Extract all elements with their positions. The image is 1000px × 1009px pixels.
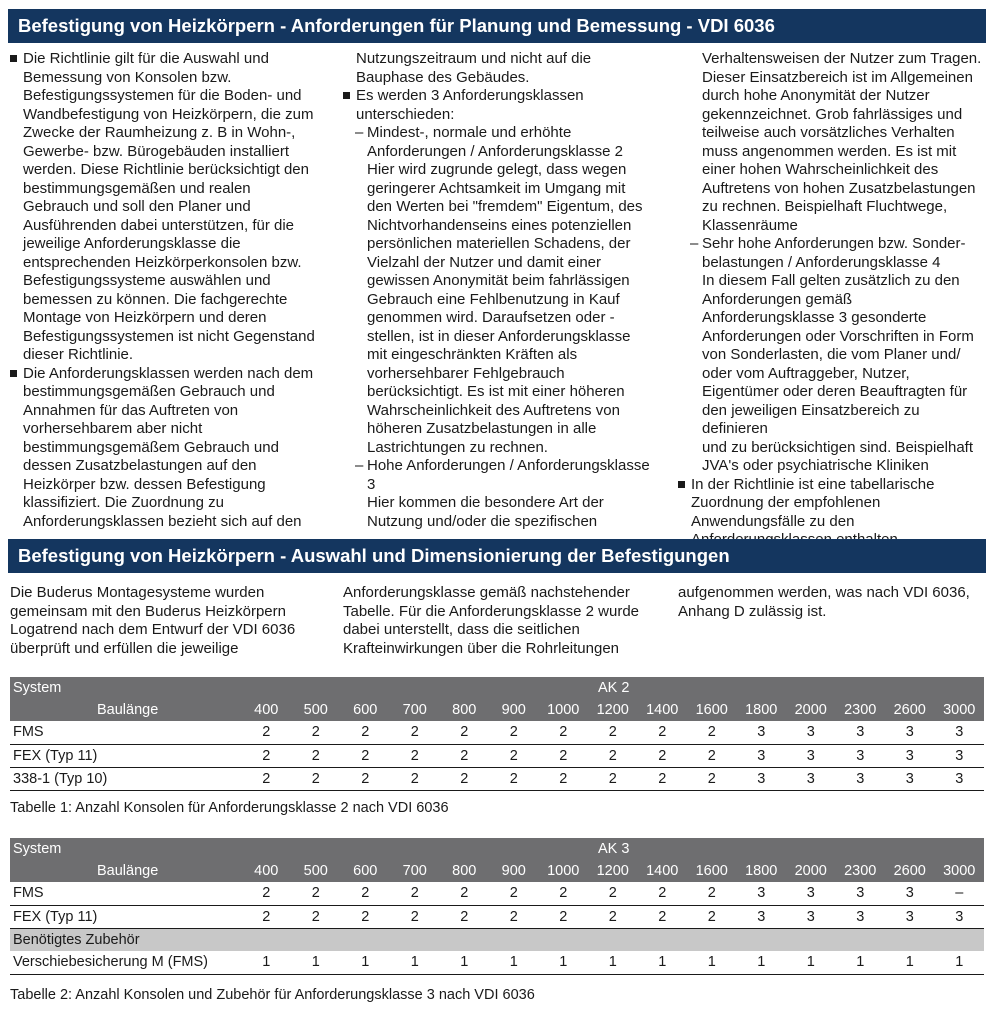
table-cell: 3 [935,744,985,767]
table-cell: 1 [836,951,886,974]
header-spacer [341,838,391,860]
text-line: Anforderungsklasse 3 gesonderte [702,309,927,326]
row-label: FEX (Typ 11) [10,905,242,928]
header-spacer [390,838,440,860]
text-line: bestimmungsgemäßem Gebrauch und [23,438,279,456]
text-line: stellen, ist in dieser Anforderungsklasse [367,327,631,345]
text-line: den Werten bei "fremdem" Eigentum, des [367,198,643,215]
header-spacer [539,838,589,860]
text-line: – Sehr hohe Anforderungen bzw. Sonder- [678,235,988,254]
table-cell: 3 [737,744,787,767]
text-line: Anwendungsfälle zu den [691,512,855,530]
text-line: aufgenommen werden, was nach VDI 6036, [678,584,970,601]
text-line: Klassenräume [702,216,798,234]
header-spacer [291,838,341,860]
section-title-requirements: Befestigung von Heizkörpern - Anforderungen für Planung und Bemessung - VDI 6036 [8,9,986,43]
length-value: 700 [390,699,440,721]
table-cell: 2 [291,905,341,928]
table-cell: 3 [786,905,836,928]
table-cell: 3 [935,905,985,928]
table-cell: 2 [588,882,638,905]
table-cell: 2 [390,721,440,744]
table-cell: 3 [786,744,836,767]
length-value: 2000 [786,860,836,882]
text-column-1 [10,50,320,531]
system-header: System [10,838,242,860]
table-row [10,905,984,928]
text-line: Anforderungen oder Vorschriften in Form [702,327,974,345]
text-line: dieser Richtlinie. [23,346,134,363]
table-cell: 2 [687,882,737,905]
table-cell: 2 [539,767,589,790]
text-line: Logatrend nach dem Entwurf der VDI 6036 [10,621,296,638]
table-header-row [10,677,984,699]
text-line: gewissen Anonymität beim fahrlässigen [367,272,630,289]
text-line: zu rechnen. Beispielhaft Fluchtwege, [702,198,948,215]
table-cell: 3 [885,905,935,928]
text-line: Befestigungssystemen für die Boden- und [23,87,302,104]
text-line: Auftretens von hohen Zusatzbelastungen [702,179,976,197]
table-cell: 2 [341,882,391,905]
text-line: bemessen zu können. Die fachgerechte [23,290,288,308]
length-value: 800 [440,699,490,721]
text-line: Krafteinwirkungen über die Rohrleitungen [343,639,620,657]
text-line: werden. Diese Richtlinie berücksichtigt den [23,161,309,178]
table-cell: 1 [489,951,539,974]
table-cell: 2 [539,744,589,767]
length-value: 2300 [836,860,886,882]
table-cell: 2 [489,905,539,928]
table-cell: 2 [440,721,490,744]
text-line: Anforderungsklasse gemäß nachstehender [343,584,630,601]
text-line: teilweise auch vorsätzliches Verhalten [702,124,955,141]
table-cell: 2 [242,767,292,790]
table-cell: 2 [539,905,589,928]
text-line: oder vom Auftraggeber, Nutzer, [702,364,910,382]
text-line: muss angenommen werden. Es ist mit [702,142,957,160]
table-cell: 2 [588,721,638,744]
table-cell: 2 [291,721,341,744]
header-spacer [242,838,292,860]
text-line: Zwecke der Raumheizung z. B in Wohn-, [23,124,296,141]
table-row [10,882,984,905]
text-line: Lastrichtungen zu rechnen. [367,438,548,456]
text-line: Die Richtlinie gilt für die Auswahl und [10,50,320,69]
table-cell: 3 [935,721,985,744]
table-cell: 2 [638,721,688,744]
text-line: – Mindest-, normale und erhöhte [343,124,663,143]
text-line: geringerer Achtsamkeit im Umgang mit [367,179,626,197]
length-value: 1600 [687,699,737,721]
row-label: FEX (Typ 11) [10,744,242,767]
text-line: und zu berücksichtigen sind. Beispielhaft [702,438,973,456]
table-cell: 2 [489,721,539,744]
text-line: Hier wird zugrunde gelegt, dass wegen [367,161,627,178]
row-label: 338-1 (Typ 10) [10,767,242,790]
text-line: bestimmungsgemäßen und realen [23,179,251,197]
table-cell: 2 [291,767,341,790]
table-cell: 2 [291,744,341,767]
text-line: genommen wird. Daraufsetzen oder - [367,309,615,326]
length-value: 500 [291,699,341,721]
header-spacer [539,677,589,699]
table-cell: 2 [687,744,737,767]
table-cell: 1 [638,951,688,974]
header-spacer [390,677,440,699]
table-cell: 2 [638,905,688,928]
length-value: 1800 [737,699,787,721]
length-value: 400 [242,699,292,721]
table-cell: 1 [588,951,638,974]
table-cell: 2 [489,882,539,905]
table-cell: 2 [588,744,638,767]
text-line: vorhersehbarer Fehlgebrauch [367,364,565,382]
length-value: 1600 [687,860,737,882]
length-value: 900 [489,699,539,721]
table-cell: 2 [242,721,292,744]
text-line: Anforderungen gemäß [702,290,853,308]
header-spacer [440,838,490,860]
table-cell: 2 [390,905,440,928]
header-spacer [341,677,391,699]
table-cell: 1 [440,951,490,974]
table-cell: 2 [638,744,688,767]
table-cell: 3 [885,721,935,744]
row-label: Verschiebesicherung M (FMS) [10,951,242,974]
table-cell: 2 [242,882,292,905]
length-value: 3000 [935,860,985,882]
text-line: Dieser Einsatzbereich ist im Allgemeinen [702,68,973,86]
table-row [10,721,984,744]
text-line: vorhersehbarem aber nicht [23,420,203,437]
length-value: 1000 [539,699,589,721]
table-cell: 2 [687,721,737,744]
text-line: Bauphase des Gebäudes. [356,68,530,86]
table-cell: 2 [440,905,490,928]
accessory-header-row [10,928,984,951]
table-cell: 2 [390,767,440,790]
text-line: Gebrauch eine Fehlbenutzung in Kauf [367,290,620,308]
table-cell: 1 [539,951,589,974]
table-cell: 3 [737,905,787,928]
text-line: höheren Zusatzbelastungen in alle [367,420,597,437]
length-value: 1400 [638,699,688,721]
length-value: 1200 [588,860,638,882]
length-value: 1800 [737,860,787,882]
table-cell: 3 [737,721,787,744]
table-row [10,951,984,974]
text-line: Eigentümer oder deren Beauftragten für [702,383,968,400]
length-value: 800 [440,860,490,882]
table-cell: 2 [390,744,440,767]
intro-column-2 [343,584,663,658]
length-value: 500 [291,860,341,882]
table-cell: 3 [786,767,836,790]
text-line: belastungen / Anforderungsklasse 4 [702,253,941,271]
table-cell: 3 [885,744,935,767]
text-line: Nutzung und/oder die spezifischen [367,512,598,530]
table-cell: 2 [242,905,292,928]
length-value: 2000 [786,699,836,721]
text-line: von Sonderlasten, die vom Planer und/ [702,346,961,363]
table-cell: 2 [687,767,737,790]
text-line: Nutzungszeitraum und nicht auf die [356,50,592,67]
table-cell: 2 [638,882,688,905]
table-ak3 [10,838,984,975]
table-cell: 2 [440,767,490,790]
intro-column-3 [678,584,988,621]
text-line: gemeinsam mit den Buderus Heizkörpern [10,602,286,620]
table-cell: 3 [786,882,836,905]
header-spacer [489,838,539,860]
table-cell: 2 [440,882,490,905]
table-cell: 3 [737,767,787,790]
length-value: 2600 [885,860,935,882]
table-cell: 1 [786,951,836,974]
length-value: 400 [242,860,292,882]
length-value: 900 [489,860,539,882]
table-row [10,744,984,767]
table-cell: 2 [687,905,737,928]
table-cell: 3 [836,905,886,928]
text-line: Wandbefestigung von Heizkörpern, die zum [23,105,314,123]
text-line: Gewerbe- bzw. Bürogebäuden installiert [23,142,289,160]
table-cell: 2 [341,905,391,928]
text-line: Anhang D zulässig ist. [678,602,827,620]
system-header: System [10,677,242,699]
table-row [10,767,984,790]
text-line: Befestigungssysteme auswählen und [23,272,271,289]
text-line: gekennzeichnet. Grob fahrlässiges und [702,105,963,123]
table-caption-1: Tabelle 1: Anzahl Konsolen für Anforderungsklasse 2 nach VDI 6036 [10,800,449,816]
text-line: überprüft und erfüllen die jeweilige [10,639,239,657]
table-cell: 1 [291,951,341,974]
text-line: entsprechenden Heizkörperkonsolen bzw. [23,253,302,271]
text-line: Ausführenden dabei unterstützen, für die [23,216,295,234]
text-line: Annahmen für das Auftreten von [23,401,239,419]
text-line: dessen Zusatzbelastungen auf den [23,457,257,474]
length-value: 600 [341,860,391,882]
table-cell: 2 [341,767,391,790]
text-line: unterschieden: [356,105,455,123]
table-cell: 2 [489,744,539,767]
text-line: Wahrscheinlichkeit des Auftretens von [367,401,620,419]
header-spacer [489,677,539,699]
text-line: Verhaltensweisen der Nutzer zum Tragen. [702,50,982,67]
text-line: Tabelle. Für die Anforderungsklasse 2 wurde [343,602,640,620]
length-header: Baulänge [10,860,242,882]
table-cell: 3 [786,721,836,744]
table-cell: 1 [341,951,391,974]
table-cell: 1 [687,951,737,974]
header-spacer [291,677,341,699]
section-title-selection: Befestigung von Heizkörpern - Auswahl und Dimensionierung der Befestigungen [8,539,986,573]
text-line: In der Richtlinie ist eine tabellarische [678,476,988,495]
text-line: persönlichen materiellen Schadens, der [367,235,631,252]
table-cell: 3 [935,767,985,790]
class-header: AK 3 [588,838,984,860]
table-cell: 2 [390,882,440,905]
text-line: Anforderungen / Anforderungsklasse 2 [367,142,624,160]
length-value: 2300 [836,699,886,721]
table-cell: 3 [737,882,787,905]
table-header-row [10,838,984,860]
header-spacer [242,677,292,699]
table-caption-2: Tabelle 2: Anzahl Konsolen und Zubehör für Anforderungsklasse 3 nach VDI 6036 [10,987,535,1003]
table-cell: 2 [588,905,638,928]
table-cell: 2 [291,882,341,905]
text-line: durch hohe Anonymität der Nutzer [702,87,930,104]
table-cell: 2 [242,744,292,767]
length-value: 1400 [638,860,688,882]
table-cell: 3 [836,882,886,905]
table-cell: 2 [440,744,490,767]
length-value: 3000 [935,699,985,721]
table-cell: 2 [341,744,391,767]
text-line: Befestigungssystemen ist nicht Gegenstand [23,327,315,345]
table-cell: – [935,882,985,905]
text-line: bestimmungsgemäßen Gebrauch und [23,383,275,400]
text-line: JVA's oder psychiatrische Kliniken [702,457,929,474]
table-cell: 2 [539,882,589,905]
table-ak2 [10,677,984,791]
accessory-header: Benötigtes Zubehör [10,928,984,951]
text-line: Bemessung von Konsolen bzw. [23,68,232,86]
text-line: mit eingeschränkten Kräften als [367,346,578,363]
text-line: Montage von Heizkörpern und deren [23,309,267,326]
table-cell: 2 [341,721,391,744]
length-header: Baulänge [10,699,242,721]
table-cell: 3 [836,767,886,790]
text-line: – Hohe Anforderungen / Anforderungsklasse [343,457,663,476]
header-spacer [440,677,490,699]
table-header-row [10,699,984,721]
text-line: Vielzahl der Nutzer und damit einer [367,253,602,271]
length-value: 700 [390,860,440,882]
length-value: 2600 [885,699,935,721]
length-value: 600 [341,699,391,721]
class-header: AK 2 [588,677,984,699]
length-value: 1200 [588,699,638,721]
text-column-2 [343,50,663,531]
table-cell: 1 [242,951,292,974]
text-line: einer hohen Wahrscheinlichkeit des [702,161,939,178]
text-line: Zuordnung der empfohlenen [691,494,881,511]
intro-column-1 [10,584,320,658]
row-label: FMS [10,721,242,744]
text-line: Die Anforderungsklassen werden nach dem [10,365,320,384]
row-label: FMS [10,882,242,905]
table-cell: 3 [885,882,935,905]
text-column-3 [678,50,988,550]
table-cell: 2 [539,721,589,744]
table-cell: 2 [489,767,539,790]
table-cell: 2 [638,767,688,790]
text-line: Heizkörper bzw. dessen Befestigung [23,475,266,493]
table-cell: 1 [935,951,985,974]
table-cell: 3 [836,721,886,744]
text-line: Anforderungsklassen bezieht sich auf den [23,512,302,530]
table-cell: 1 [390,951,440,974]
length-value: 1000 [539,860,589,882]
text-line: den jeweiligen Einsatzbereich zu definieren [702,401,920,437]
table-cell: 1 [737,951,787,974]
text-line: 3 [367,475,376,493]
table-cell: 3 [885,767,935,790]
text-line: Nichtvorhandenseins eines potenziellen [367,216,632,234]
text-line: Hier kommen die besondere Art der [367,494,604,511]
table-header-row [10,860,984,882]
table-cell: 2 [588,767,638,790]
text-line: Gebrauch und soll den Planer und [23,198,251,215]
text-line: In diesem Fall gelten zusätzlich zu den [702,272,960,289]
text-line: berücksichtigt. Es ist mit einer höheren [367,383,625,400]
table-cell: 1 [885,951,935,974]
text-line: Es werden 3 Anforderungsklassen [343,87,663,106]
text-line: klassifiziert. Die Zuordnung zu [23,494,224,511]
text-line: Die Buderus Montagesysteme wurden [10,584,265,601]
text-line: jeweilige Anforderungsklasse die [23,235,241,252]
table-cell: 3 [836,744,886,767]
text-line: dabei unterstellt, dass die seitlichen [343,621,580,638]
